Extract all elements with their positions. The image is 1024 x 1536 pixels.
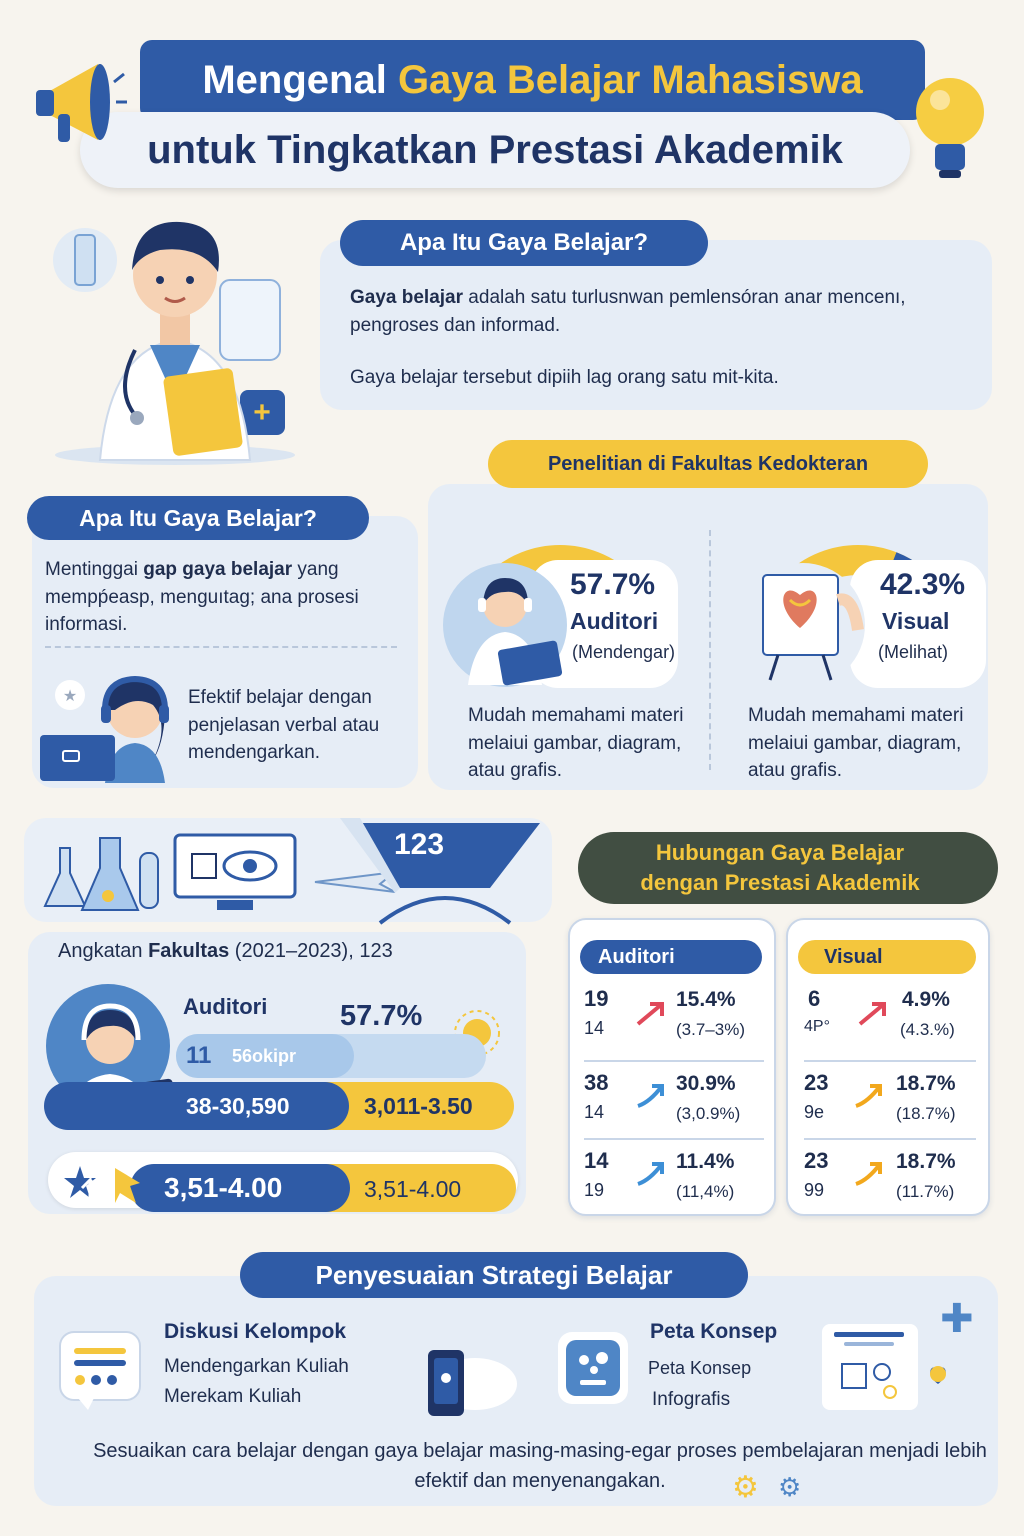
page-title-line1 <box>140 58 925 103</box>
cohort-bar-2-yellow-label: 3,011-3.50 <box>364 1093 473 1119</box>
trend-up-red-icon <box>634 998 668 1028</box>
trend-up-orange-icon <box>852 1080 886 1110</box>
row-n2: 4P° <box>804 1018 830 1035</box>
megaphone-icon <box>28 52 128 152</box>
strategy-aud-item2: Merekam Kuliah <box>164 1386 302 1407</box>
intro-paragraph-1 <box>350 284 970 339</box>
auditory-desc: Mudah memahami materi melaiui gambar, diagram, atau grafis. <box>468 705 684 782</box>
cohort-title-end: (2021–2023), 123 <box>229 940 393 962</box>
phone-icon <box>420 1342 520 1422</box>
row-n1: 6 <box>808 986 821 1011</box>
relation-heading-line1: Hubungan Gaya Belajar <box>655 840 905 865</box>
trend-up-blue-icon <box>634 1158 668 1188</box>
intro-definition: adalah satu turlusnwan pemlensóran anar mencenı, pengroses dan informad. <box>350 287 906 336</box>
cohort-bar-1-text: 56okipr <box>232 1046 297 1066</box>
left-p-bold: gap gaya belajar <box>143 559 293 580</box>
funnel-graphic <box>340 818 550 928</box>
cohort-bar-3-yellow-label: 3,51-4.00 <box>364 1176 462 1202</box>
table-row <box>804 984 976 1060</box>
row-pct: 11.4% <box>676 1150 735 1173</box>
lab-flasks-icon <box>40 828 170 918</box>
monitor-eye-icon <box>172 832 302 914</box>
divider <box>45 646 397 648</box>
row-pct: 15.4% <box>676 988 736 1011</box>
strategy-footer: Sesuaikan cara belajar dengan gaya belajar masing-masing-egar proses pembelajaran menjadi lebih efektif dan menyenangakan. <box>93 1440 987 1492</box>
strategy-aud-item1: Mendengarkan Kuliah <box>164 1356 349 1377</box>
trend-up-red-icon <box>856 998 890 1028</box>
cohort-bar-2-blue-label: 38-30,590 <box>186 1093 290 1119</box>
row-n2: 14 <box>584 1018 605 1038</box>
research-divider <box>709 530 711 770</box>
left-paragraph <box>45 556 405 639</box>
row-n2: 99 <box>804 1180 825 1200</box>
table-row <box>584 1060 764 1138</box>
trend-up-blue-icon <box>634 1080 668 1110</box>
relation-heading <box>580 838 980 897</box>
relation-visual-rows <box>804 984 976 1214</box>
intro-paragraph-2: Gaya belajar tersebut dipiih lag orang satu mit-kita. <box>350 367 779 388</box>
cohort-bar-3-blue-label: 3,51-4.00 <box>164 1172 283 1203</box>
gear-icon: ⚙ <box>732 1471 759 1504</box>
svg-text:★: ★ <box>62 688 78 705</box>
auditory-label: Auditori <box>570 608 659 634</box>
relation-auditori-rows <box>584 984 764 1214</box>
svg-text:+: + <box>253 396 271 429</box>
star-arrow-icon <box>60 1158 150 1214</box>
auditory-percent: 57.7% <box>570 568 656 601</box>
cohort-percent: 57.7% <box>340 1000 423 1032</box>
left-p-end: yang mempṕeasp, menguıtag; ana prosesi informasi. <box>45 559 359 636</box>
trend-up-orange-icon <box>852 1158 886 1188</box>
strategy-aud-title: Diskusi Kelompok <box>164 1320 347 1343</box>
listener-illustration <box>35 665 180 785</box>
row-range: (3,0.9%) <box>676 1104 741 1123</box>
table-row <box>804 1138 976 1214</box>
row-n1: 19 <box>584 986 609 1011</box>
strategy-vis-item2: Infografis <box>652 1389 731 1410</box>
row-n2: 9e <box>804 1102 825 1122</box>
lightbulb-icon <box>905 70 995 185</box>
left-tip: Efektif belajar dengan penjelasan verbal atau mendengarkan. <box>188 687 380 764</box>
row-pct: 4.9% <box>902 988 950 1011</box>
doctor-illustration <box>40 200 310 465</box>
funnel-label: 123 <box>394 828 445 861</box>
strategy-vis-title: Peta Konsep <box>650 1320 778 1343</box>
title-highlight: Gaya Belajar Mahasiswa <box>397 58 863 102</box>
left-heading: Apa Itu Gaya Belajar? <box>27 496 369 540</box>
row-range: (11,4%) <box>676 1182 735 1201</box>
visual-sub: (Melihat) <box>878 642 949 662</box>
table-row <box>584 984 764 1060</box>
cohort-title-start: Angkatan <box>58 940 149 962</box>
relation-visual-label: Visual <box>798 940 976 974</box>
row-n2: 19 <box>584 1180 605 1200</box>
row-pct: 30.9% <box>676 1072 736 1095</box>
table-row <box>804 1060 976 1138</box>
row-n2: 14 <box>584 1102 605 1122</box>
strategy-heading: Penyesuaian Strategi Belajar <box>240 1252 748 1298</box>
table-row <box>584 1138 764 1214</box>
left-p-start: Mentinggai <box>45 559 144 580</box>
mind-icon <box>554 1328 632 1408</box>
page-title-line2: untuk Tingkatkan Prestasi Akademik <box>147 128 843 172</box>
gear-icon-secondary: ⚙ <box>778 1472 802 1502</box>
cohort-style: Auditori <box>183 994 268 1019</box>
row-n1: 14 <box>584 1148 609 1173</box>
row-range: (4.3.%) <box>900 1020 955 1039</box>
auditory-sub: (Mendengar) <box>572 642 676 662</box>
row-pct: 18.7% <box>896 1150 956 1173</box>
visual-desc: Mudah memahami materi melaiui gambar, diagram, atau grafis. <box>748 705 964 782</box>
row-n1: 38 <box>584 1070 609 1095</box>
relation-heading-line2: dengan Prestasi Akademik <box>640 869 920 895</box>
plus-icon: ✚ <box>940 1297 974 1341</box>
cohort-bar-1-num: 11 <box>186 1042 212 1069</box>
row-n1: 23 <box>804 1070 829 1095</box>
row-n1: 23 <box>804 1148 829 1173</box>
row-range: (3.7–3%) <box>676 1020 745 1039</box>
relation-auditori-label: Auditori <box>580 940 762 974</box>
row-range: (11.7%) <box>896 1182 955 1201</box>
chat-bubble-icon <box>58 1330 142 1412</box>
row-pct: 18.7% <box>896 1072 956 1095</box>
row-range: (18.7%) <box>896 1104 956 1123</box>
research-heading: Penelitian di Fakultas Kedokteran <box>488 440 928 488</box>
intro-heading: Apa Itu Gaya Belajar? <box>340 220 708 266</box>
strategy-vis-item1: Peta Konsep <box>648 1358 752 1378</box>
visual-label: Visual <box>882 608 950 634</box>
visual-percent: 42.3% <box>880 568 966 601</box>
cohort-title-bold: Fakultas <box>148 940 230 962</box>
intro-bold-term: Gaya belajar <box>350 287 464 308</box>
title-word: Mengenal <box>202 58 387 102</box>
cohort-title <box>58 940 393 963</box>
